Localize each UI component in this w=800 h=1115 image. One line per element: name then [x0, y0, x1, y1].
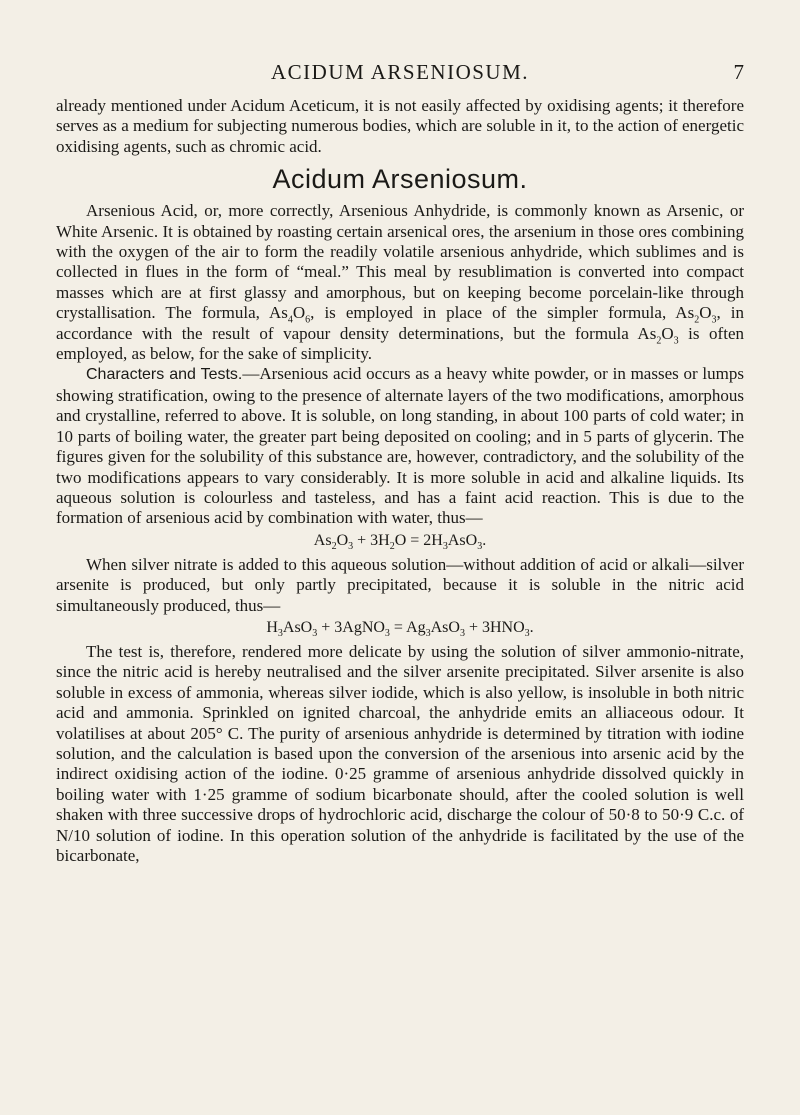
- intro-text-2: , is employed in place of the simpler formula, As: [310, 303, 695, 323]
- eq2-part: AsO: [430, 618, 460, 636]
- eq2-sub: 3: [425, 628, 431, 640]
- formula-letter: O: [292, 303, 306, 323]
- formula-subscript: 3: [711, 314, 717, 326]
- eq2-part: + 3HNO: [464, 618, 525, 636]
- silver-nitrate-paragraph: When silver nitrate is added to this aqueous solution—without addition of acid or alkali—silver arsenite is produced, but only partly precipitated, because it is soluble in the nitric acid simultaneously produced, thus—: [56, 554, 744, 615]
- eq2-part: H: [266, 618, 278, 636]
- formula-subscript: 2: [694, 314, 700, 326]
- page-number: 7: [733, 60, 744, 84]
- eq2-part: AsO: [282, 618, 313, 636]
- eq2-sub: 3: [312, 628, 318, 640]
- eq2-sub: 3: [277, 628, 283, 640]
- eq1-part: + 3H: [353, 531, 390, 549]
- intro-text-1: Arsenious Acid, or, more correctly, Arsenious Anhydride, is commonly known as Arsenic, or White Arsenic. It is obtained by roasting certain arsenical ores, the arsenium in those ores combining with the oxygen of the air to form the readily volatile arsenious anhydride, which sublimes and is collected in flues in the form of “meal.” This meal by resublimation is converted into compact masses which are at first glassy and amorphous, but on keeping become porcelain-like through crystallisation. The formula, As: [56, 201, 744, 323]
- characters-text: —Arsenious acid occurs as a heavy white powder, or in masses or lumps showing stratification, owing to the presence of alternate layers of the two modifications, amorphous and crystalline, referred to above. It is soluble, on long standing, in about 100 parts of cold water; in 10 parts of boiling water, the greater part being deposited on cooling; and in 5 parts of glycerin. The figures given for the solubility of this substance are, however, contradictory, and the solubility of the two modifications appears to vary considerably. It is more soluble in acid and alkaline liquids. Its aqueous solution is colourless and tasteless, and has a faint acid reaction. This is due to the formation of arsenious acid by combination with water, thus—: [56, 364, 744, 528]
- eq1-part: O = 2H: [394, 531, 443, 549]
- page-body: [56, 96, 744, 866]
- running-title: ACIDUM ARSENIOSUM.: [270, 60, 530, 84]
- eq1-part: As: [313, 531, 332, 549]
- intro-paragraph: [56, 201, 744, 364]
- characters-heading: Characters and Tests.: [86, 366, 243, 384]
- eq1-sub: 3: [348, 540, 354, 552]
- eq2-sub: 3: [459, 628, 465, 640]
- eq1-part: O: [336, 531, 349, 549]
- equation-silver-arsenite: [56, 618, 744, 638]
- equation-arsenious-acid: [56, 531, 744, 551]
- intro-text-3: , in accordance with the result of vapour density determinations, but the formula As: [56, 303, 744, 343]
- eq1-sub: 3: [442, 540, 448, 552]
- formula-letter: O: [661, 323, 674, 343]
- eq1-sub: 3: [477, 540, 483, 552]
- formula-subscript: 3: [673, 335, 679, 347]
- eq2-sub: 3: [384, 628, 390, 640]
- intro-text-4: is often employed, as below, for the sake of simplicity.: [56, 323, 744, 364]
- formula-letter: O: [699, 303, 712, 323]
- eq1-sub: 2: [389, 540, 395, 552]
- formula-subscript: 4: [287, 314, 293, 326]
- formula-subscript: 6: [305, 314, 311, 326]
- eq1-sub: 2: [331, 540, 337, 552]
- eq2-sub: 3: [524, 628, 530, 640]
- eq1-part: .: [482, 531, 487, 549]
- formula-subscript: 2: [656, 335, 662, 347]
- section-title: Acidum Arseniosum.: [272, 164, 528, 195]
- test-paragraph: The test is, therefore, rendered more delicate by using the solution of silver ammonio-nitrate, since the nitric acid is hereby neutralised and the silver arsenite precipitated. Silver arsenite is also soluble in excess of ammonia, whereas silver iodide, which is also yellow, is insoluble in both nitric acid and ammonia. Sprinkled on ignited charcoal, the anhydride emits an alliaceous odour. It volatilises at about 205° C. The purity of arsenious anhydride is determined by titration with iodine solution, and the calculation is based upon the conversion of the arsenious into arsenic acid by the indirect oxidising action of the iodine. 0·25 gramme of arsenious anhydride dissolved quickly in boiling water with 1·25 gramme of sodium bicarbonate should, after the cooled solution is well shaken with three successive drops of hydrochloric acid, discharge the colour of 50·8 to 50·9 C.c. of N/10 solution of iodine. In this operation solution of the anhydride is facilitated by the use of the bicarbonate,: [56, 641, 744, 865]
- eq2-part: + 3AgNO: [317, 618, 385, 636]
- page-header: [0, 60, 800, 86]
- characters-paragraph: [56, 364, 744, 528]
- continuation-paragraph: already mentioned under Acidum Aceticum, it is not easily affected by oxidising agents; it therefore serves as a medium for subjecting numerous bodies, which are soluble in it, to the action of energetic oxidising agents, such as chromic acid.: [56, 96, 744, 156]
- eq2-part: .: [529, 618, 534, 636]
- eq2-part: = Ag: [389, 618, 426, 636]
- eq1-part: AsO: [447, 531, 478, 549]
